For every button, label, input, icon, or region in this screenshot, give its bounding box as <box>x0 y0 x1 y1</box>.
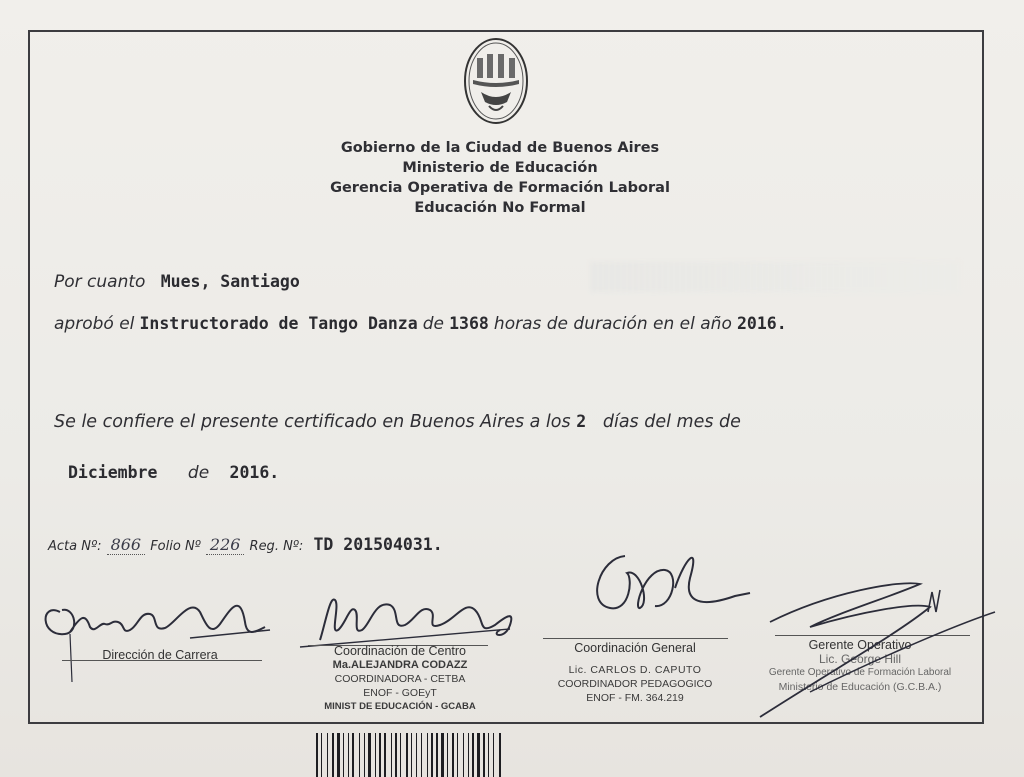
folio-label: Folio Nº <box>150 539 201 554</box>
barcode-bar <box>348 733 349 777</box>
signature-rule-3 <box>543 638 728 639</box>
issue-day: 2 <box>576 412 587 431</box>
stamp-name-4: Lic. George Hill <box>818 652 902 666</box>
barcode-bar <box>384 733 386 777</box>
barcode-bar <box>352 733 354 777</box>
stamp-role-4: Gerente Operativo de Formación Laboral <box>768 667 952 678</box>
signature-block-2 <box>300 644 500 714</box>
barcode-bar <box>457 733 458 777</box>
barcode-bar <box>395 733 397 777</box>
barcode-bar <box>375 733 376 777</box>
barcode-bar <box>411 733 412 777</box>
director-label: Dirección de Carrera <box>102 648 218 662</box>
barcode-bar <box>359 733 360 777</box>
stamp-name-3: Lic. CARLOS D. CAPUTO <box>568 664 702 676</box>
general-coordinator-signature-icon <box>585 548 765 628</box>
confiere-text: Se le confiere el presente certificado en Buenos Aires a los <box>54 412 571 432</box>
recipient-line <box>54 272 300 292</box>
operative-manager-label: Gerente Operativo <box>808 638 912 652</box>
barcode-bar <box>327 733 328 777</box>
barcode-bar <box>436 733 438 777</box>
signature-block-1 <box>70 648 250 662</box>
barcode-bar <box>447 733 448 777</box>
stamp-unit-3: ENOF - FM. 364.219 <box>586 692 684 704</box>
de-text: de <box>422 314 444 334</box>
header-ministry: Ministerio de Educación <box>402 160 598 176</box>
barcode-bar <box>427 733 428 777</box>
recipient-name: Mues, Santiago <box>160 272 300 291</box>
barcode-bar <box>379 733 381 777</box>
barcode-bar <box>343 733 344 777</box>
header-government: Gobierno de la Ciudad de Buenos Aires <box>340 140 660 156</box>
reg-value: TD 201504031. <box>313 535 443 554</box>
barcode-bar <box>483 733 485 777</box>
barcode-bar <box>421 733 422 777</box>
horas-text: horas de duración en el año <box>493 314 732 334</box>
header-department: Educación No Formal <box>414 200 586 216</box>
barcode-bar <box>452 733 454 777</box>
stamp-ministry-4: Ministerio de Educación (G.C.B.A.) <box>778 681 942 693</box>
barcode-bar <box>499 733 501 777</box>
stamp-name-2: Ma.ALEJANDRA CODAZZ <box>332 659 468 671</box>
barcode-bar <box>337 733 340 777</box>
dias-text: días del mes de <box>602 412 741 432</box>
course-hours: 1368 <box>449 314 489 333</box>
barcode-bar <box>391 733 392 777</box>
registry-line <box>48 535 443 555</box>
redaction-blur <box>590 262 960 292</box>
stamp-unit-2: ENOF - GOEyT <box>363 687 437 699</box>
general-coordination-label: Coordinación General <box>574 641 696 655</box>
issuer-header <box>300 138 700 218</box>
manager-signature-icon <box>750 572 1010 722</box>
folio-value: 226 <box>206 535 245 555</box>
confer-line <box>54 412 741 432</box>
barcode-bar <box>368 733 371 777</box>
barcode-bar <box>431 733 433 777</box>
barcode-bar <box>493 733 494 777</box>
acta-label: Acta Nº: <box>48 539 102 554</box>
barcode-bar <box>364 733 365 777</box>
barcode-bar <box>406 733 408 777</box>
stamp-role-2: COORDINADORA - CETBA <box>334 673 466 685</box>
city-seal-icon <box>463 36 529 126</box>
course-line <box>54 314 787 334</box>
acta-value: 866 <box>107 535 146 555</box>
reg-label: Reg. Nº: <box>249 539 304 554</box>
barcode-bar <box>316 733 318 777</box>
stamp-role-3: COORDINADOR PEDAGOGICO <box>557 678 713 690</box>
barcode-bar <box>441 733 444 777</box>
barcode-bar <box>488 733 489 777</box>
center-coordination-label: Coordinación de Centro <box>333 644 467 658</box>
barcode-bar <box>477 733 480 777</box>
barcode-bar <box>472 733 474 777</box>
de2-text: de <box>187 463 210 483</box>
barcode-icon <box>316 733 616 777</box>
barcode-bar <box>463 733 464 777</box>
issue-year: 2016. <box>229 463 280 482</box>
course-name: Instructorado de Tango Danza <box>139 314 418 333</box>
signature-block-3 <box>540 641 730 705</box>
issue-month: Diciembre <box>68 463 158 482</box>
aprobo-text: aprobó el <box>54 314 135 334</box>
course-year: 2016. <box>736 314 787 333</box>
header-management: Gerencia Operativa de Formación Laboral <box>330 180 670 196</box>
barcode-bar <box>468 733 469 777</box>
stamp-ministry-2: MINIST DE EDUCACIÓN - GCABA <box>324 701 476 712</box>
barcode-bar <box>400 733 401 777</box>
barcode-bar <box>321 733 322 777</box>
barcode-bar <box>332 733 334 777</box>
barcode-bar <box>416 733 417 777</box>
date-line <box>68 463 279 483</box>
por-cuanto-text: Por cuanto <box>54 272 146 292</box>
